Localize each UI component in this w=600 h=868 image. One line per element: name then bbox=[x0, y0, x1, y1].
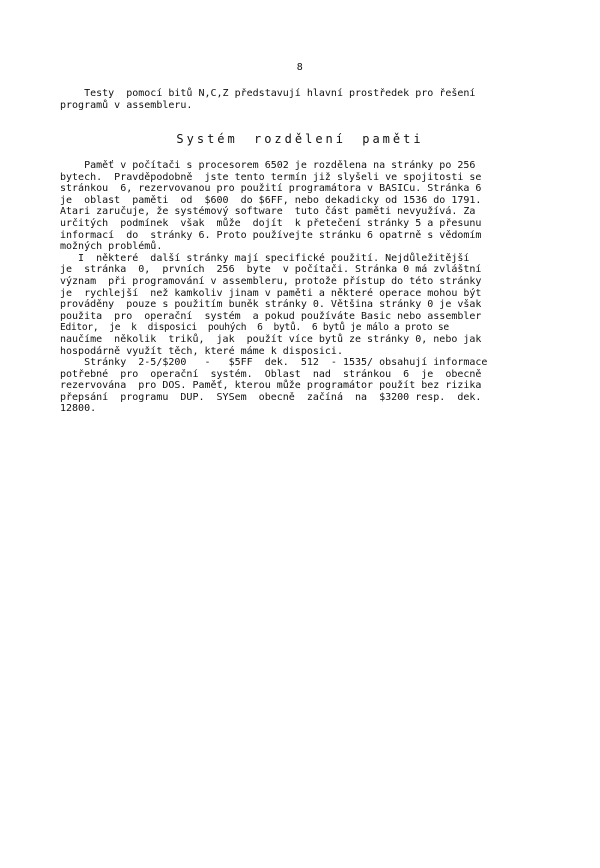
body-line: bytech. Pravděpodobně jste tento termín již slyšeli ve spojitosti se bbox=[60, 171, 482, 183]
body-line: Editor, je k disposici pouhých 6 bytů. 6 bytů je málo a proto se bbox=[60, 322, 449, 334]
body-line: stránkou 6, rezervovanou pro použití programátora v BASICu. Stránka 6 bbox=[60, 183, 482, 195]
body-line: potřebné pro operační systém. Oblast nad stránkou 6 je obecně bbox=[60, 368, 482, 380]
section-heading: Systém rozdělení paměti bbox=[176, 132, 424, 146]
body-line: Atari zaručuje, že systémový software tuto část paměti nevyužívá. Za bbox=[60, 206, 476, 218]
intro-line: programů v assembleru. bbox=[60, 99, 193, 111]
body-line: je oblast paměti od $600 do $6FF, nebo dekadicky od 1536 do 1791. bbox=[60, 194, 482, 206]
page-number: 8 bbox=[296, 62, 304, 73]
body-line: určitých podmínek však může dojít k přetečení stránky 5 a přesunu bbox=[60, 217, 482, 229]
body-line: Paměť v počítači s procesorem 6502 je rozdělena na stránky po 256 bbox=[60, 160, 476, 171]
body-line: prováděny pouze s použitím buněk stránky 0. Většina stránky 0 je však bbox=[60, 299, 482, 311]
body-line: I některé další stránky mají specifické použití. Nejdůležitější bbox=[60, 252, 470, 264]
body-line: je rychlejší než kamkoliv jinam v paměti a některé operace mohou být bbox=[60, 287, 482, 299]
body-line: Stránky 2-5/$200 - $5FF dek. 512 - 1535/ obsahují informace bbox=[60, 357, 488, 369]
intro-line: Testy pomocí bitů N,C,Z představují hlavní prostředek pro řešení bbox=[60, 88, 476, 99]
intro-paragraph bbox=[60, 88, 550, 111]
body-line: význam při programování v assembleru, protože přístup do této stránky bbox=[60, 275, 482, 287]
body-text bbox=[60, 160, 550, 415]
body-line: použita pro operační systém a pokud používáte Basic nebo assembler bbox=[60, 310, 482, 322]
body-line: 12800. bbox=[60, 403, 97, 415]
body-line: informací do stránky 6. Proto používejte stránku 6 opatrně s vědomím bbox=[60, 229, 482, 241]
body-line: rezervována pro DOS. Paměť, kterou může programátor použít bez rizika bbox=[60, 380, 482, 392]
body-line: možných problémů. bbox=[60, 241, 163, 253]
body-line: je stránka 0, prvních 256 byte v počítači. Stránka 0 má zvláštní bbox=[60, 264, 482, 276]
body-line: přepsání programu DUP. SYSem obecně začíná na $3200 resp. dek. bbox=[60, 391, 482, 403]
body-line: hospodárně využít těch, které máme k disposici. bbox=[60, 345, 343, 357]
body-line: naučíme několik triků, jak použít více bytů ze stránky 0, nebo jak bbox=[60, 333, 482, 345]
